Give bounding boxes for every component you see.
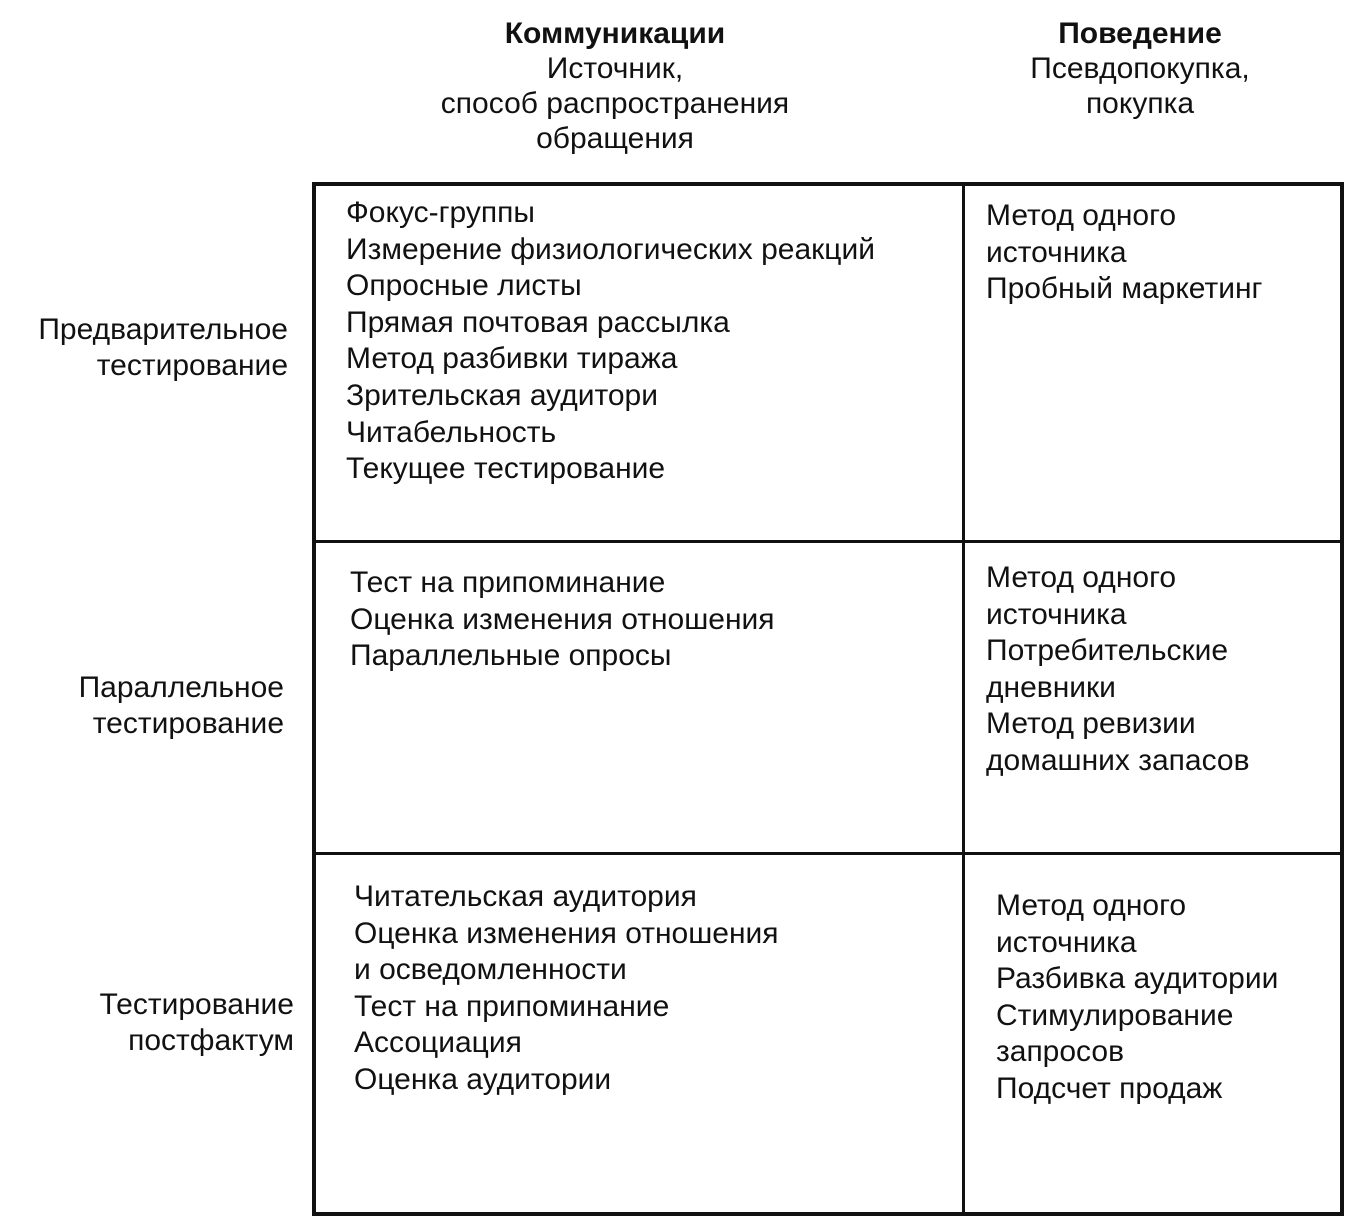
list-item: Метод одного (986, 561, 1177, 594)
matrix-column-divider (962, 182, 965, 1216)
list-item: дневники (986, 670, 1116, 704)
list-item: Тест на припоминание (350, 566, 666, 599)
cell-posttest-communication (354, 879, 779, 1099)
cell-parallel-communication (350, 565, 775, 675)
list-item: Зрительская аудитори (346, 378, 658, 412)
list-item: Метод одного (986, 199, 1177, 232)
list-item: Оценка аудитории (354, 1062, 612, 1096)
cell-posttest-behavior (996, 888, 1278, 1108)
list-item: источника (996, 925, 1137, 959)
row-label-posttest: Тестирование постфактум (99, 988, 294, 1057)
cell-pretest-behavior (986, 198, 1263, 308)
list-item: домашних запасов (986, 743, 1250, 777)
row-label-pretest: Предварительное тестирование (38, 313, 288, 382)
list-item: Измерение физиологических реакций (346, 232, 875, 266)
matrix-row-divider-2 (312, 852, 1344, 855)
list-item: Опросные листы (346, 269, 582, 303)
cell-pretest-communication (346, 195, 875, 488)
list-item: Потребительские (986, 634, 1229, 668)
list-item: Метод ревизии (986, 707, 1196, 741)
list-item: Текущее тестирование (346, 452, 666, 486)
column-header-communication (400, 16, 830, 156)
list-item: Метод одного (996, 889, 1187, 922)
list-item: Читабельность (346, 415, 557, 449)
list-item: источника (986, 235, 1127, 269)
column-header-behavior (975, 16, 1305, 121)
matrix-row-divider-1 (312, 540, 1344, 543)
list-item: Подсчет продаж (996, 1071, 1223, 1105)
list-item: Прямая почтовая рассылка (346, 305, 730, 339)
column-subtitle-communication: Источник, способ распространения обращения (440, 52, 790, 155)
column-subtitle-behavior: Псевдопокупка, покупка (1030, 52, 1250, 120)
list-item: Фокус-группы (346, 196, 535, 229)
list-item: Ассоциация (354, 1026, 522, 1060)
list-item: Оценка изменения отношения (350, 602, 775, 636)
list-item: Тест на припоминание (354, 989, 670, 1023)
list-item: Разбивка аудитории (996, 962, 1279, 996)
list-item: и осведомленности (354, 953, 627, 987)
list-item: Читательская аудитория (354, 880, 697, 913)
list-item: Оценка изменения отношения (354, 916, 779, 950)
list-item: Параллельные опросы (350, 639, 672, 673)
column-title-communication: Коммуникации (504, 17, 726, 50)
row-label-parallel: Параллельное тестирование (78, 671, 284, 740)
list-item: Метод разбивки тиража (346, 342, 678, 376)
cell-parallel-behavior (986, 560, 1250, 780)
list-item: Стимулирование (996, 998, 1234, 1032)
list-item: Пробный маркетинг (986, 272, 1263, 306)
list-item: источника (986, 597, 1127, 631)
column-title-behavior: Поведение (1058, 17, 1222, 50)
list-item: запросов (996, 1035, 1125, 1069)
